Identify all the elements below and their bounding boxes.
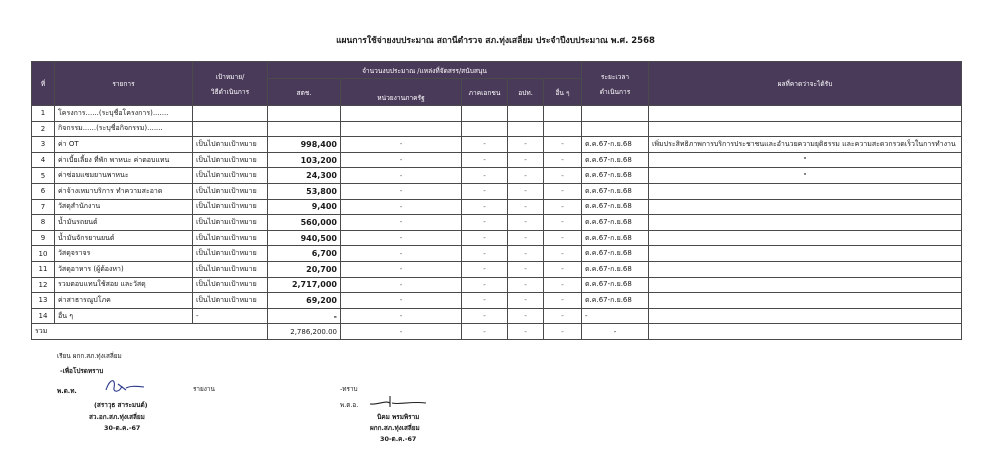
row-other: - [544,183,582,199]
table-row [32,215,962,231]
row-target: เป็นไปตามเป้าหมาย [193,215,268,231]
header-period [582,62,649,106]
row-target: เป็นไปตามเป้าหมาย [193,277,268,293]
row-number: 1 [32,106,55,122]
table-row [32,183,962,199]
header-private: ภาคเอกชน [462,79,508,106]
row-gov: - [341,246,462,262]
row-number: 2 [32,121,55,137]
memo-to: เรียน ผกก.สภ.ทุ่งเสลี่ยม [57,352,122,360]
row-target [193,121,268,137]
row-target: เป็นไปตามเป้าหมาย [193,293,268,309]
table-row [32,308,962,324]
total-gov: - [341,324,462,340]
total-amount: 2,786,200.00 [268,324,341,340]
row-amount: 560,000 [268,215,341,231]
row-local: - [508,308,544,324]
row-number: 4 [32,152,55,168]
table-row [32,121,962,137]
row-amount: 69,200 [268,293,341,309]
table-body [32,106,962,324]
row-amount: 53,800 [268,183,341,199]
row-local: - [508,277,544,293]
row-gov: - [341,215,462,231]
row-item: น้ำมันรถยนต์ [55,215,193,231]
row-local: - [508,168,544,184]
row-private: - [462,293,508,309]
row-target [193,106,268,122]
row-number: 3 [32,137,55,153]
total-result [649,324,962,340]
table-row [32,152,962,168]
right-name: นิคม พรมพิราม [377,413,420,421]
row-amount: 24,300 [268,168,341,184]
report-label: รายงาน [193,385,215,393]
row-result: " [649,152,962,168]
row-result: เพิ่มประสิทธิภาพการบริการประชาชนและอำนวยความยุติธรรม และความสะดวกรวดเร็วในการทำงาน [649,137,962,153]
row-private: - [462,308,508,324]
header-period-line2: ดำเนินการ [599,87,631,96]
row-local: - [508,183,544,199]
row-local: - [508,293,544,309]
row-local [508,121,544,137]
row-item: ค่าเบี้ยเลี้ยง ที่พัก พาหนะ ค่าตอบแทน [55,152,193,168]
row-number: 13 [32,293,55,309]
document-title: แผนการใช้จ่ายงบประมาณ สถานีตำรวจ สภ.ทุ่งเสลี่ยม ประจำปีงบประมาณ พ.ศ. 2568 [336,36,655,46]
row-number: 6 [32,183,55,199]
header-target-line1: เป้าหมาย/ [215,72,245,81]
row-amount: - [268,308,341,324]
row-result [649,199,962,215]
right-date: 30-ต.ค.-67 [380,435,417,443]
budget-plan-table [31,61,962,340]
left-date: 30-ต.ค.-67 [104,424,141,432]
row-result [649,121,962,137]
row-result [649,230,962,246]
memo-purpose: -เพื่อโปรดทราบ [60,367,104,375]
row-private [462,106,508,122]
row-gov [341,121,462,137]
row-result [649,308,962,324]
row-target: เป็นไปตามเป้าหมาย [193,230,268,246]
row-local: - [508,137,544,153]
row-number: 8 [32,215,55,231]
row-private: - [462,199,508,215]
row-local: - [508,199,544,215]
row-result [649,106,962,122]
total-row [32,324,962,340]
total-private: - [462,324,508,340]
row-number: 9 [32,230,55,246]
row-local: - [508,230,544,246]
row-private: - [462,168,508,184]
row-amount: 2,717,000 [268,277,341,293]
row-gov: - [341,293,462,309]
row-gov: - [341,277,462,293]
row-period: ต.ค.67-ก.ย.68 [582,215,649,231]
left-signature [100,374,148,396]
header-no: ที่ [32,62,55,106]
row-amount: 940,500 [268,230,341,246]
row-private: - [462,152,508,168]
row-number: 10 [32,246,55,262]
header-target-line2: วิธีดำเนินการ [210,87,250,96]
row-period: ต.ค.67-ก.ย.68 [582,277,649,293]
row-amount: 6,700 [268,246,341,262]
row-result [649,183,962,199]
row-period: ต.ค.67-ก.ย.68 [582,293,649,309]
ack-label: -ทราบ [340,385,358,393]
row-period [582,121,649,137]
row-local: - [508,215,544,231]
row-other [544,121,582,137]
total-local: - [508,324,544,340]
row-private: - [462,261,508,277]
total-period: - [582,324,649,340]
row-item: วัสดุอาหาร (ผู้ต้องหา) [55,261,193,277]
row-amount: 9,400 [268,199,341,215]
left-name: (สราวุธ สาระมนต์) [94,401,148,409]
row-gov: - [341,183,462,199]
row-period: ต.ค.67-ก.ย.68 [582,183,649,199]
row-item: กิจกรรม......(ระบุชื่อกิจกรรม)....... [55,121,193,137]
left-position: สว.อก.สภ.ทุ่งเสลี่ยม [89,413,145,421]
row-period: ต.ค.67-ก.ย.68 [582,168,649,184]
row-private [462,121,508,137]
right-signature [368,394,428,410]
row-gov: - [341,230,462,246]
row-period: - [582,308,649,324]
table-row [32,277,962,293]
row-target: เป็นไปตามเป้าหมาย [193,152,268,168]
row-item: ค่าสาธารณูปโภค [55,293,193,309]
header-budget-group: จำนวนงบประมาณ /แหล่งที่จัดสรร/สนับสนุน [268,62,582,79]
row-private: - [462,230,508,246]
row-result [649,246,962,262]
row-amount [268,121,341,137]
row-target: เป็นไปตามเป้าหมาย [193,137,268,153]
header-police-budget: สตช. [268,79,341,106]
row-private: - [462,137,508,153]
row-number: 11 [32,261,55,277]
row-gov: - [341,152,462,168]
table-row [32,261,962,277]
row-local [508,106,544,122]
row-result [649,277,962,293]
row-amount: 998,400 [268,137,341,153]
header-target [193,62,268,106]
row-gov [341,106,462,122]
header-other: อื่น ๆ [544,79,582,106]
row-private: - [462,277,508,293]
row-other: - [544,293,582,309]
row-result: " [649,168,962,184]
header-period-line1: ระยะเวลา [600,72,630,81]
table-row [32,293,962,309]
row-target: เป็นไปตามเป้าหมาย [193,183,268,199]
table-row [32,230,962,246]
table-row [32,246,962,262]
row-period: ต.ค.67-ก.ย.68 [582,137,649,153]
row-amount [268,106,341,122]
row-other: - [544,277,582,293]
table-row [32,168,962,184]
row-other: - [544,261,582,277]
row-period [582,106,649,122]
row-other: - [544,230,582,246]
row-target: เป็นไปตามเป้าหมาย [193,246,268,262]
total-other: - [544,324,582,340]
right-position: ผกก.สภ.ทุ่งเสลี่ยม [370,424,420,432]
row-private: - [462,215,508,231]
right-rank: พ.ต.อ. [340,401,359,409]
row-other: - [544,152,582,168]
row-item: ค่าซ่อมแซมยานพาหนะ [55,168,193,184]
row-number: 14 [32,308,55,324]
table-row [32,137,962,153]
row-gov: - [341,261,462,277]
row-local: - [508,246,544,262]
row-number: 12 [32,277,55,293]
row-item: รวมตอบแทนใช้สอย และวัสดุ [55,277,193,293]
row-result [649,215,962,231]
row-other: - [544,308,582,324]
row-private: - [462,183,508,199]
row-period: ต.ค.67-ก.ย.68 [582,230,649,246]
row-other: - [544,137,582,153]
row-number: 5 [32,168,55,184]
header-government: หน่วยงานภาครัฐ [341,79,462,106]
row-number: 7 [32,199,55,215]
row-local: - [508,152,544,168]
row-item: น้ำมันจักรยานยนต์ [55,230,193,246]
row-other: - [544,199,582,215]
row-other [544,106,582,122]
table-row [32,199,962,215]
row-other: - [544,168,582,184]
left-rank: พ.ต.ท. [57,387,77,395]
row-target: - [193,308,268,324]
row-other: - [544,246,582,262]
header-local: อปท. [508,79,544,106]
row-period: ต.ค.67-ก.ย.68 [582,199,649,215]
row-result [649,261,962,277]
row-gov: - [341,199,462,215]
header-item: รายการ [55,62,193,106]
row-item: อื่น ๆ [55,308,193,324]
row-other: - [544,215,582,231]
header-result: ผลที่คาดว่าจะได้รับ [649,62,962,106]
row-gov: - [341,308,462,324]
row-target: เป็นไปตามเป้าหมาย [193,168,268,184]
row-period: ต.ค.67-ก.ย.68 [582,261,649,277]
row-period: ต.ค.67-ก.ย.68 [582,246,649,262]
row-target: เป็นไปตามเป้าหมาย [193,199,268,215]
row-period: ต.ค.67-ก.ย.68 [582,152,649,168]
row-item: วัสดุสำนักงาน [55,199,193,215]
row-target: เป็นไปตามเป้าหมาย [193,261,268,277]
row-result [649,293,962,309]
total-label: รวม [32,324,268,340]
row-private: - [462,246,508,262]
table-row [32,106,962,122]
row-gov: - [341,137,462,153]
row-local: - [508,261,544,277]
row-item: วัสดุจราจร [55,246,193,262]
row-amount: 20,700 [268,261,341,277]
row-amount: 103,200 [268,152,341,168]
row-item: โครงการ......(ระบุชื่อโครงการ)....... [55,106,193,122]
row-item: ค่าจ้างเหมาบริการ ทำความสะอาด [55,183,193,199]
row-gov: - [341,168,462,184]
row-item: ค่า OT [55,137,193,153]
